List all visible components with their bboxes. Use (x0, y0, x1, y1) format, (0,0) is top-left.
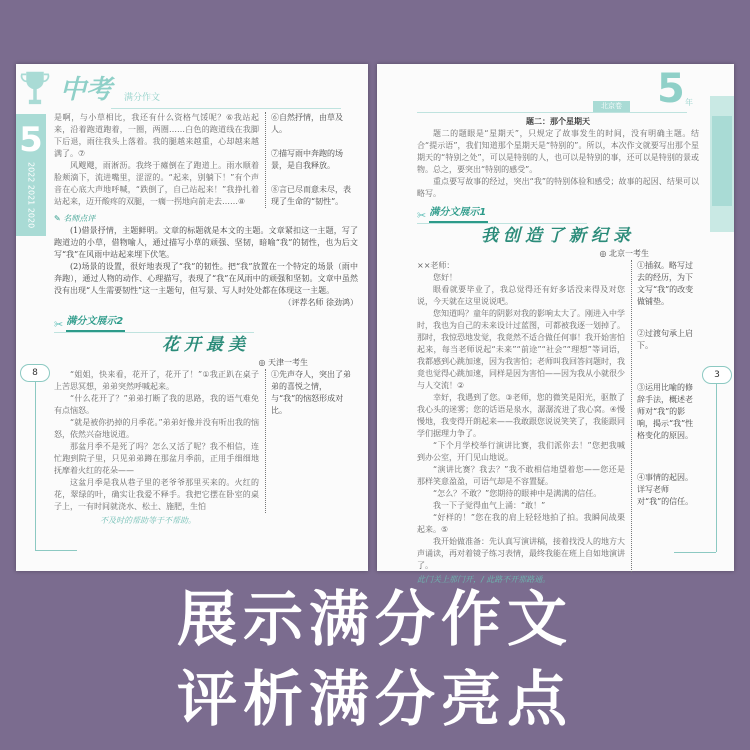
footer-quote: 此门关上那门开，/ 此路不开那路通。 (417, 575, 551, 584)
scissors-icon: ✂ (417, 209, 427, 222)
side-tab (710, 96, 734, 232)
continued-text: 是啊，与小草相比，我还有什么资格气馁呢？⑥我站起来，沿着跑道跑着，一圈，两圈……白色的跑道线在我脚下后退，雨往我头上落着。我的腿越来越重，心却越来越满了。⑦ 风飕飕，雨淅沥。我终于瘫倒在了跑道上。雨水顺着脸颊滴下，流进嘴里，涩涩的。“起来，别躺下！”有个声音在心底大声地呼喊，“跌倒了，自己站起来！”我挣扎着站起来，迈开酸疼的双腿，一瘸一拐地向前走去……⑧ (54, 113, 259, 206)
continued-notes: ⑥自然抒情，由草及人。 ⑦描写雨中奔跑的场景，是自我释放。 ⑧言已尽而意未尽，表现了生命的“韧性”。 (265, 112, 358, 208)
essay-author: ◎ 北京一考生 (599, 249, 649, 258)
essay-title: 花开最美 (162, 335, 250, 355)
scissors-icon: ✂ (54, 318, 64, 331)
left-page (16, 64, 368, 571)
left-column (54, 112, 358, 527)
comment-text: (1)借景抒情，主题鲜明。文章的标题就是本文的主题。文章紧扣这一主题，写了跑道边的小草，借物喻人，通过描写小草的顽强、坚韧，暗喻“我”的韧性，也为后文写“我”在风雨中站起来埋下伏笔。 (2)场景的设置，很好地表现了“我”的韧性。把“我”放置在一个特定的场景（雨中奔跑），通过人物的动作、心理描写，表现了“我”在风雨中的顽强和坚韧。文章中虽然没有出现“人生需要韧性”这一主题句，但写景、写人时处处都在体现这一主题。 （评荐名师 徐劲鸿） (54, 226, 358, 307)
essay-body: “姐姐，快来看，花开了，花开了！”①我正趴在桌子上苦思冥想，弟弟突然呼喊起来。 “什么花开了？”弟弟打断了我的思路，我的语气难免有点恼怒。 “就是被你扔掉的月季花。”弟弟好像并没有听出我的恼怒，依然兴奋地说道。 那盆月季不是死了吗？怎么又活了呢？我不相信，连忙跑到院子里，只见弟弟蹲在那盆月季前，正用手细细地抚摩着火红的花朵—— 这盆月季是我从巷子里的老爷爷那里买来的。火红的花，翠绿的叶，确实让我爱不释手。我把它摆在卧室的桌子上，一有时间就浇水、松土、施肥，生怕 (54, 370, 259, 511)
essay-title: 我创造了新纪录 (481, 226, 635, 246)
side-year-tab: 5 2022 2021 2020 (16, 114, 46, 236)
pen-icon: ✎ (54, 214, 61, 223)
book-title: 中考 (60, 75, 113, 105)
essay-author: ◎ 天津一考生 (258, 358, 308, 367)
page-number: 8 (20, 364, 50, 382)
topic-heading: 题二：那个星期天 (526, 117, 590, 126)
book-subtitle: 满分作文 (124, 93, 161, 103)
region-label: 北京卷 (593, 101, 630, 112)
essay-body: ××老师： 您好！ 眼看就要毕业了，我总觉得还有好多话没来得及对您说，今天就在这里说说吧。 您知道吗？童年的阴影对我的影响太大了。刚进入中学时，我也为自己的未来设计过蓝图，可都被我逐一划掉了。那时，我惊恐地发觉，我竟然不适合做任何事！我开始害怕起来，每当老师说起“未来”“前途”“社会”“理想”等词语，我都感到心跳加速，因为我害怕；老师叫我回答问题时，我竟也觉得心跳加速，同样是因为害怕——因为我从小就很少与人交流！② 幸好，我遇到了您。③老师，您的微笑是阳光，驱散了我心头的迷雾；您的话语是泉水，潺潺流进了我心窝。④慢慢地，我变得开朗起来——我敢跟您说说笑笑了，我能跟同学们据理力争了。 “下个月学校举行演讲比赛，我们派你去！”您把我喊到办公室，开门见山地说。 “演讲比赛？我去？”我不敢相信地望着您——您还是那样笑意盈盈，可语气却是不容置疑。 “怎么？不敢？”您期待的眼神中是满满的信任。 我一下子觉得血气上涌：“敢！” “好样的！”您在我的肩上轻轻地拍了拍。我瞬间战栗起来。⑤ 我开始做准备：先认真写演讲稿，接着找没人的地方大声诵读，再对着镜子练习表情，最终我能在班上自如地演讲了。 (417, 261, 625, 570)
essay-notes: ①插叙。略写过去的经历，为下文写“我”的改变做铺垫。 ②过渡句承上启下。 ③运用比喻的修辞手法，概述老师对“我”的影响，揭示“我”性格变化的原因。 ④事情的起因。详写老师对“我”的信任。 (631, 260, 699, 572)
section-heading: 满分文展示2 (66, 315, 125, 332)
banner-line-2: 评析满分亮点 (177, 665, 573, 735)
trophy-icon (20, 70, 50, 112)
page-number: 3 (702, 366, 732, 384)
topic-text: 题二的题眼是“星期天”，只规定了故事发生的时间，没有明确主题。结合“提示语”，我们知道那个星期天是“特别的”。所以，本次作文就要写出那个星期天的“特别之处”，可以是特别的人，也可以是特别的事，还可以是特别的景或物。总之，要突出“特别的感受”。 重点要写故事的经过，突出“我”的特别体验和感受；故事的起因、结果可以略写。 (417, 129, 699, 198)
right-column (417, 116, 699, 586)
footer-quote: 不及时的帮助等于不帮助。 (100, 516, 196, 525)
section-heading: 满分文展示1 (429, 206, 488, 223)
banner-line-1: 展示满分作文 (177, 585, 573, 655)
right-page: 北京卷 5 年 3 题二：那个星期天 题二的题眼是“星期天”，只规定了故事发生的时间，没有明确主题。结合“提示语”，我们知道那个星期天是“特别的”。所以，本次作文就要写出那个星期天的“特别之处”，可以是特别的人，也可以是特别的事，还可以是特别的景或物。总之，要突出“特别的感受”。 重点要写故事的经过，突出“我”的特别体验和感受；故事的起因、结果可以略写。 ✂ 满分文展示1 我创造了新纪录 ◎ 北京一考生 ××老师： 您好！ 眼看就要毕业了，我总觉得还有好多话没来得及对您说，今天就在这里说说吧。 您知道吗？童年的阴影对我的影响太大了。刚进入中学时，我也为自己的未来设计过蓝图，可都被我逐一划掉了。那时，我惊恐地发觉，我竟然不适合做任何事！我开始害怕起来，每当老师说起“未来”“前途”“社会”“理想”等词语，我都感到心跳加速，因为我害怕；老师叫我回答问题时，我竟也觉得心跳加速，同样是因为害怕——因为我从小就很少与人交流！② 幸好，我遇到了您。③老师，您的微笑是阳光，驱散了我心头的迷雾；您的话语是泉水，潺潺流进了我心窝。④慢慢地，我变得开朗起来——我敢跟您说说笑笑了，我能跟同学们据理力争了。 “下个月学校举行演讲比赛，我们派你去！”您把我喊到办公室，开门见山地说。 “演讲比赛？我去？”我不敢相信地望着您——您还是那样笑意盈盈，可语气却是不容置疑。 “怎么？不敢？”您期待的眼神中是满满的信任。 我一下子觉得血气上涌：“敢！” “好样的！”您在我的肩上轻轻地拍了拍。我瞬间战栗起来。⑤ 我开始做准备：先认真写演讲稿，接着找没人的地方大声诵读，再对着镜子练习表情，最终我能在班上自如地演讲了。 ①插叙。略写过去的经历，为下文写“我”的改变做铺垫。 ②过渡句承上启下。 ③运用比喻的修辞手法，概述老师对“我”的影响，揭示“我”性格变化的原因。 ④事情的起因。详写老师对“我”的信任。 此门关上那门开，/ 此路不开那路通。 (377, 64, 734, 571)
years-number: 5 (657, 66, 685, 112)
comment-heading: ✎ 名师点评 (54, 214, 96, 223)
essay-notes: ①先声夺人，突出了弟弟的喜悦之情，与“我”的恼怒形成对比。 (265, 369, 358, 513)
